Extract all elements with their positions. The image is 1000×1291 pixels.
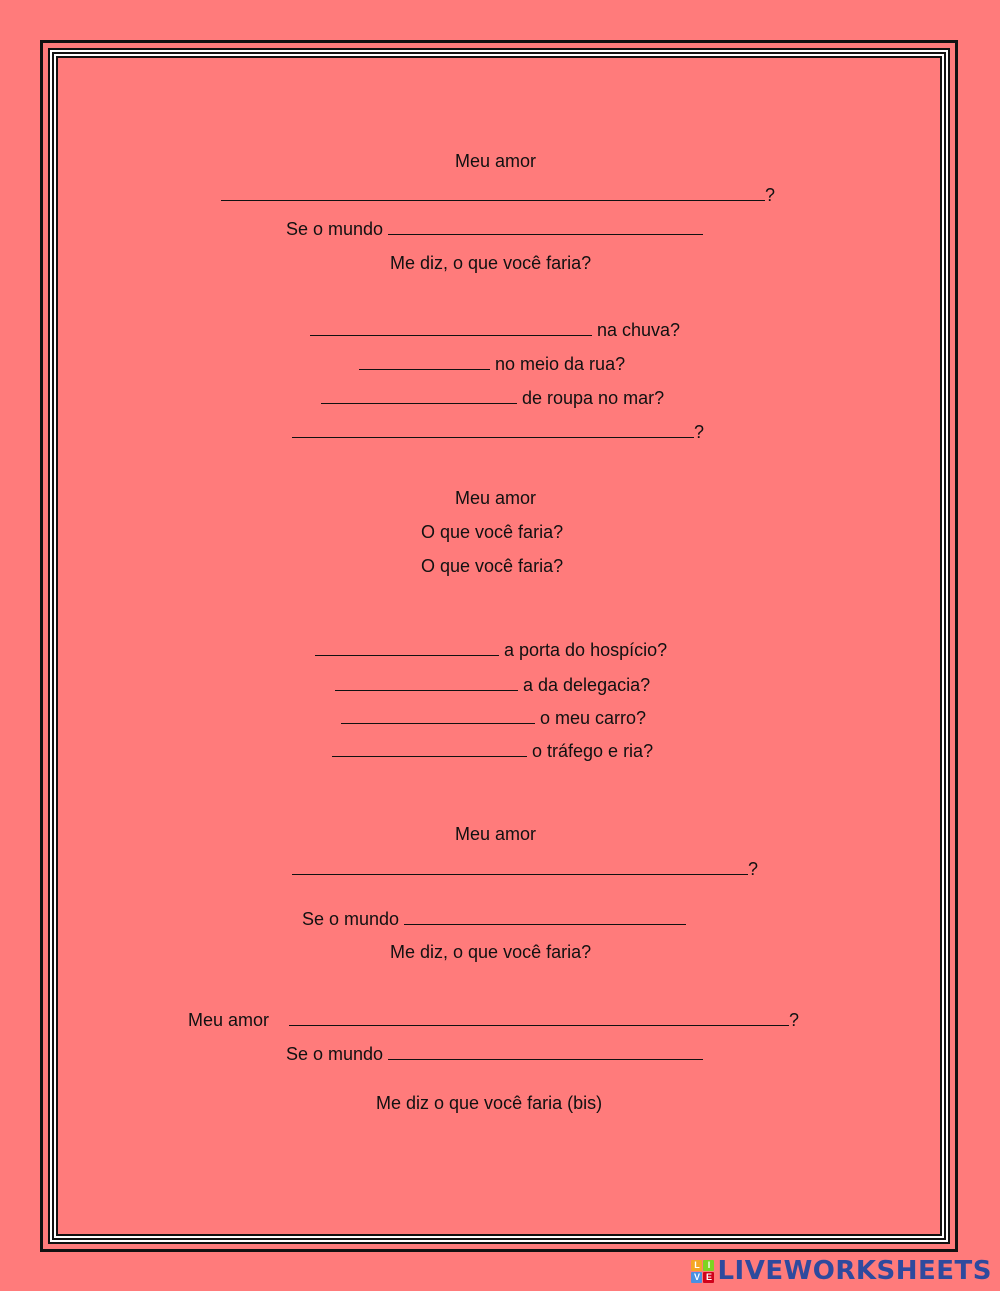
- answer-blank[interactable]: [315, 638, 499, 656]
- line-meu-carro: o meu carro?: [341, 706, 646, 729]
- answer-blank[interactable]: [221, 183, 765, 201]
- line-se-o-mundo-3: Se o mundo: [286, 1042, 703, 1065]
- line-meu-amor-1: Meu amor: [455, 151, 537, 171]
- logo-block-v: V: [691, 1272, 702, 1283]
- line-na-chuva: na chuva?: [310, 318, 680, 341]
- answer-blank[interactable]: [332, 739, 527, 757]
- liveworksheets-logo: [691, 1258, 992, 1284]
- logo-block-i: I: [703, 1260, 714, 1271]
- line-meu-amor-2: Meu amor: [455, 488, 537, 508]
- answer-blank[interactable]: [404, 907, 686, 925]
- logo-blocks-icon: [691, 1260, 714, 1283]
- line-o-que-voce-faria-2: O que você faria?: [421, 556, 564, 576]
- line-se-o-mundo-1: Se o mundo: [286, 217, 703, 240]
- logo-text: LIVEWORKSHEETS: [717, 1256, 992, 1286]
- line-meu-amor-3: Meu amor: [455, 824, 537, 844]
- answer-blank[interactable]: [310, 318, 592, 336]
- line-trafego: o tráfego e ria?: [332, 739, 653, 762]
- answer-blank[interactable]: [341, 706, 535, 724]
- answer-blank[interactable]: [321, 386, 517, 404]
- answer-blank[interactable]: [289, 1008, 789, 1026]
- line-porta-hospicio: a porta do hospício?: [315, 638, 667, 661]
- line-meio-da-rua: no meio da rua?: [359, 352, 625, 375]
- line-delegacia: a da delegacia?: [335, 673, 650, 696]
- answer-blank[interactable]: [359, 352, 490, 370]
- line-o-que-voce-faria-1: O que você faria?: [421, 522, 564, 542]
- logo-block-e: E: [703, 1272, 714, 1283]
- answer-blank[interactable]: [292, 857, 748, 875]
- answer-blank[interactable]: [388, 1042, 703, 1060]
- line-me-diz-bis: Me diz o que você faria (bis): [376, 1093, 603, 1113]
- line-me-diz-2: Me diz, o que você faria?: [390, 942, 592, 962]
- line-meu-amor-blank: Meu amor ?: [188, 1010, 800, 1030]
- answer-blank[interactable]: [335, 673, 518, 691]
- line-me-diz-1: Me diz, o que você faria?: [390, 253, 592, 273]
- line-blank-question-1: ?: [221, 183, 775, 206]
- logo-block-l: L: [691, 1260, 702, 1271]
- line-roupa-no-mar: de roupa no mar?: [321, 386, 664, 409]
- answer-blank[interactable]: [292, 420, 694, 438]
- line-blank-question-2: ?: [292, 420, 704, 443]
- line-se-o-mundo-2: Se o mundo: [302, 907, 686, 930]
- line-blank-question-3: ?: [292, 857, 758, 880]
- answer-blank[interactable]: [388, 217, 703, 235]
